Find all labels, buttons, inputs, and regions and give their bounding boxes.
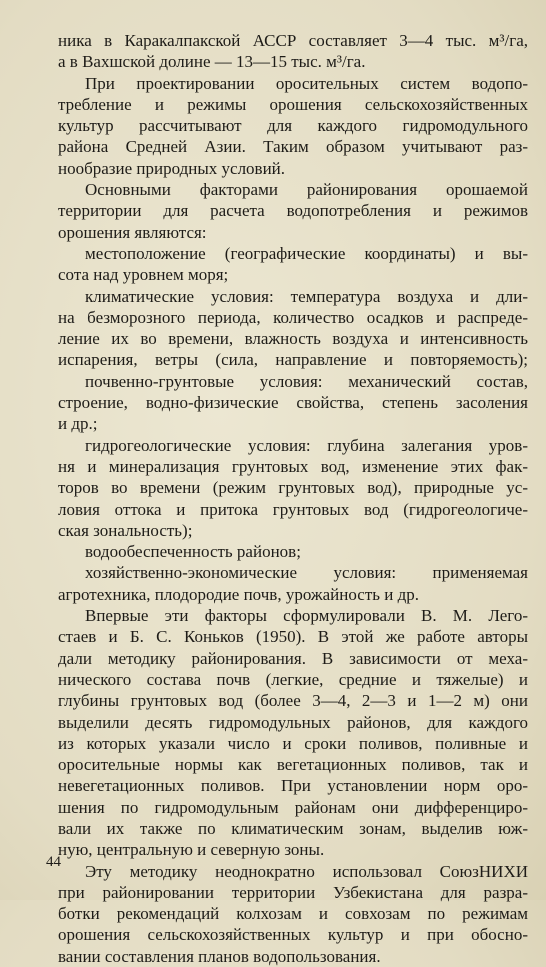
text-line: При проектировании оросительных систем водопо- (85, 73, 528, 93)
text-line: гидрогеологические условия: глубина залегания уров- (85, 435, 528, 455)
text-line: района Средней Азии. Таким образом учитывают раз- (58, 137, 528, 157)
text-line: выделили десять гидромодульных районов, для каждого (58, 712, 528, 732)
text-line: на безморозного периода, количество осадков и распреде- (58, 307, 528, 327)
text-line: территории для расчета водопотребления и режимов (58, 201, 528, 221)
text-line: культур рассчитывают для каждого гидромодульного (58, 116, 528, 136)
text-line: стаев и Б. С. Коньков (1950). В этой же работе авторы (58, 627, 528, 647)
text-line: при районировании территории Узбекистана для разра- (58, 882, 528, 902)
text-line: ботки рекомендаций колхозам и совхозам по режимам (58, 904, 528, 924)
text-line: агротехника, плодородие почв, урожайность и др. (58, 584, 420, 604)
text-line: невегетационных поливов. При установлении норм оро- (58, 776, 528, 796)
text-line: орошения сельскохозяйственных культур и при обосно- (58, 925, 528, 945)
text-line: Эту методику неоднократно использовал СоюзНИХИ (85, 861, 528, 881)
text-line: ника в Каракалпакской АССР составляет 3—4 тыс. м³/га, (58, 31, 528, 50)
text-line: климатические условия: температура воздуха и дли- (85, 286, 528, 306)
text-line: почвенно-грунтовые условия: механический состав, (85, 371, 528, 391)
text-line: дали методику районирования. В зависимости от меха- (58, 648, 528, 668)
text-line: требление и режимы орошения сельскохозяйственных (58, 94, 528, 114)
text-line: торов во времени (режим грунтовых вод), природные ус- (58, 478, 528, 498)
text-line: из которых указали число и сроки поливов, поливные и (58, 733, 528, 753)
body-text (58, 30, 528, 967)
text-line: и др.; (58, 414, 98, 434)
text-line: сота над уровнем моря; (58, 265, 229, 285)
text-line: Основными факторами районирования орошаемой (85, 180, 528, 200)
text-line: ление их во времени, влажность воздуха и интенсивность (58, 329, 528, 349)
text-line: водообеспеченность районов; (85, 542, 301, 562)
text-line: ную, центральную и северную зоны. (58, 840, 325, 860)
text-line: шения по гидромодульным районам они дифференциро- (58, 797, 528, 817)
text-line: испарения, ветры (сила, направление и повторяемость); (58, 350, 528, 370)
text-line: нического состава почв (легкие, средние и тяжелые) и (58, 669, 528, 689)
text-line: а в Вахшской долине — 13—15 тыс. м³/га. (58, 52, 366, 72)
text-line: глубины грунтовых вод (более 3—4, 2—3 и 1—2 м) они (58, 691, 528, 711)
page-number: 44 (46, 854, 61, 870)
text-line: ня и минерализация грунтовых вод, изменение этих фак- (58, 456, 528, 476)
text-line: хозяйственно-экономические условия: применяемая (85, 563, 528, 583)
text-line: ловия оттока и притока грунтовых вод (гидрогеологиче- (58, 499, 528, 519)
text-line: вали их также по климатическим зонам, выделив юж- (58, 818, 528, 838)
text-line: строение, водно-физические свойства, степень засоления (58, 393, 528, 413)
text-line: вании составления планов водопользования. (58, 946, 381, 966)
text-line: нообразие природных условий. (58, 158, 286, 178)
text-line: Впервые эти факторы сформулировали В. М. Лего- (85, 606, 528, 626)
text-line: оросительные нормы как вегетационных поливов, так и (58, 755, 528, 775)
text-line: ская зональность); (58, 520, 193, 540)
text-line: орошения являются: (58, 222, 207, 242)
text-line: местоположение (географические координаты) и вы- (85, 243, 528, 263)
